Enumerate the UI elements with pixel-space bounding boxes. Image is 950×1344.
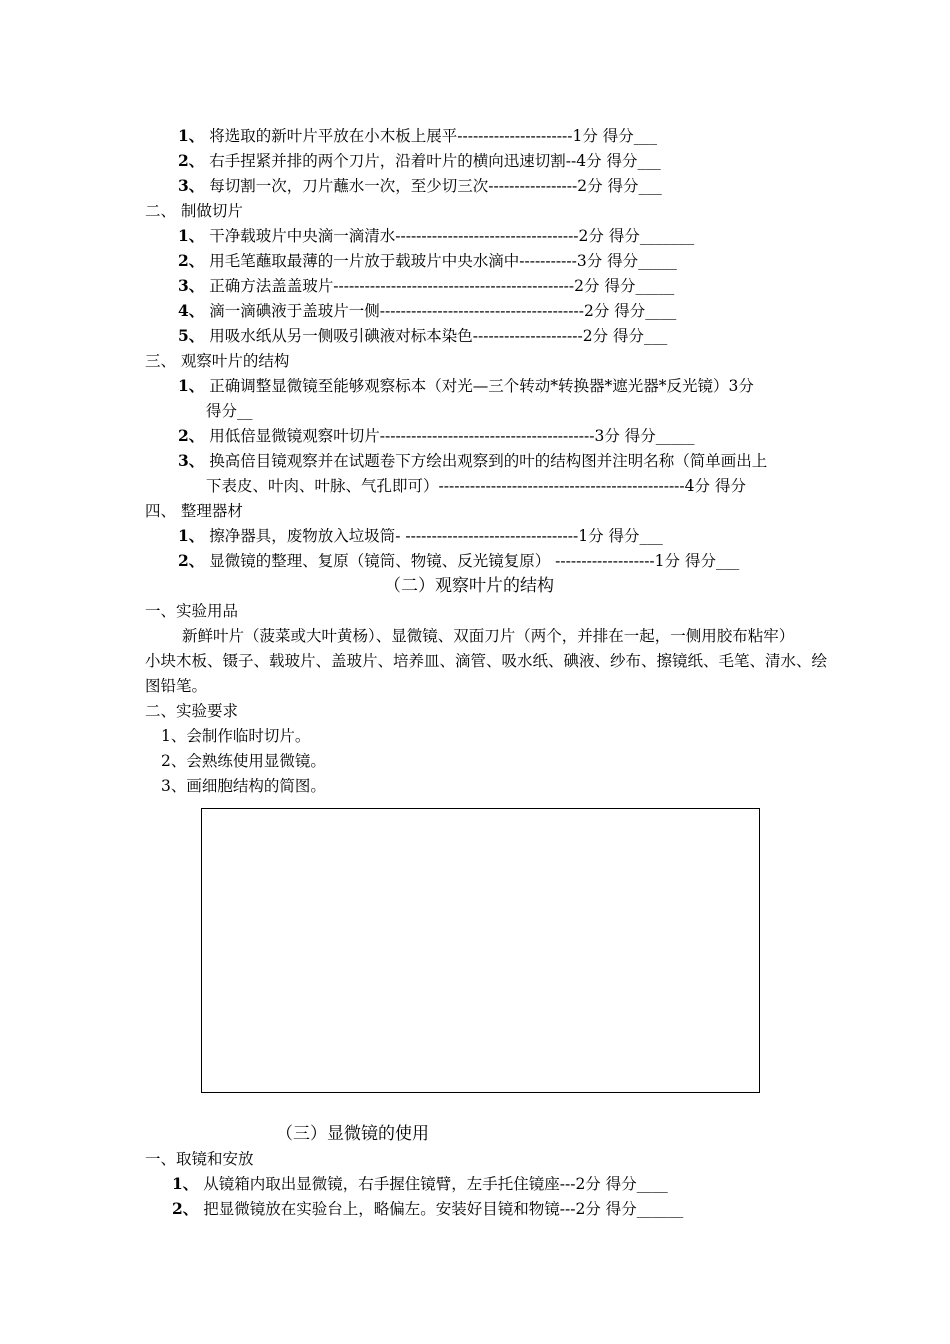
requirement-item: 3、画细胞结构的简图。 — [161, 777, 326, 795]
step-item — [178, 376, 754, 396]
step-number: 3、 — [178, 276, 205, 295]
requirement-item: 2、会熟练使用显微镜。 — [161, 752, 326, 770]
step-item — [178, 176, 662, 196]
step-text: 滴一滴碘液于盖玻片一侧---------------------------------------2分 得分____ — [209, 302, 677, 320]
step-text: 显微镜的整理、复原（镜筒、物镜、反光镜复原） -------------------1分 得分___ — [209, 552, 740, 570]
step-number: 5、 — [178, 326, 205, 345]
step-number: 2、 — [178, 551, 205, 570]
drawing-box — [201, 808, 760, 1093]
step-number: 1、 — [178, 376, 205, 395]
step-text: 正确方法盖盖玻片----------------------------------------------2分 得分_____ — [209, 277, 675, 295]
step-text: 用低倍显微镜观察叶切片-----------------------------------------3分 得分_____ — [209, 427, 695, 445]
step-number: 4、 — [178, 301, 205, 320]
step-continuation: 下表皮、叶肉、叶脉、气孔即可）-----------------------------------------------4分 得分 — [206, 477, 746, 495]
step-text: 右手捏紧并排的两个刀片，沿着叶片的横向迅速切割--4分 得分___ — [209, 152, 661, 170]
section-heading: 一、实验用品 — [145, 602, 239, 620]
step-number: 1、 — [178, 226, 205, 245]
step-number: 1、 — [178, 526, 205, 545]
materials-text: 小块木板、镊子、载玻片、盖玻片、培养皿、滴管、吸水纸、碘液、纱布、擦镜纸、毛笔、清水、绘 — [145, 652, 828, 670]
step-number: 1、 — [178, 126, 205, 145]
requirement-item: 1、会制作临时切片。 — [161, 727, 311, 745]
step-text: 从镜箱内取出显微镜，右手握住镜臂，左手托住镜座---2分 得分____ — [203, 1175, 668, 1193]
section-title: （二）观察叶片的结构 — [384, 576, 554, 596]
step-number: 2、 — [172, 1199, 199, 1218]
step-number: 2、 — [178, 251, 205, 270]
step-number: 2、 — [178, 426, 205, 445]
step-number: 2、 — [178, 151, 205, 170]
step-item — [178, 551, 739, 571]
step-item — [178, 326, 667, 346]
section-title: （三）显微镜的使用 — [276, 1124, 429, 1144]
section-heading: 三、 观察叶片的结构 — [145, 352, 290, 370]
step-item — [178, 451, 767, 471]
step-number: 3、 — [178, 176, 205, 195]
step-item — [178, 526, 663, 546]
step-item — [178, 251, 677, 271]
section-heading: 一、取镜和安放 — [145, 1150, 254, 1168]
step-text: 将选取的新叶片平放在小木板上展平----------------------1分 得分___ — [209, 127, 657, 145]
step-text: 用毛笔蘸取最薄的一片放于载玻片中央水滴中-----------3分 得分_____ — [209, 252, 677, 270]
step-text: 把显微镜放在实验台上，略偏左。安装好目镜和物镜---2分 得分______ — [203, 1200, 684, 1218]
step-item — [172, 1199, 683, 1219]
step-item — [178, 226, 694, 246]
materials-text: 图铅笔。 — [145, 677, 208, 695]
section-heading: 四、 整理器材 — [145, 502, 243, 520]
step-item — [178, 301, 676, 321]
step-continuation: 得分__ — [206, 402, 253, 420]
step-item — [178, 126, 657, 146]
section-heading: 二、实验要求 — [145, 702, 239, 720]
step-item — [178, 151, 661, 171]
step-text: 干净载玻片中央滴一滴清水-----------------------------------2分 得分_______ — [209, 227, 695, 245]
step-number: 1、 — [172, 1174, 199, 1193]
materials-text: 新鲜叶片（菠菜或大叶黄杨）、显微镜、双面刀片（两个，并排在一起，一侧用胶布粘牢） — [182, 627, 795, 645]
step-text: 每切割一次，刀片蘸水一次，至少切三次-----------------2分 得分___ — [209, 177, 662, 195]
step-item — [178, 276, 674, 296]
step-item — [178, 426, 695, 446]
step-number: 3、 — [178, 451, 205, 470]
section-heading: 二、 制做切片 — [145, 202, 243, 220]
step-text: 擦净器具，废物放入垃圾筒- ---------------------------------1分 得分___ — [209, 527, 663, 545]
step-item — [172, 1174, 668, 1194]
step-text: 换高倍目镜观察并在试题卷下方绘出观察到的叶的结构图并注明名称（简单画出上 — [209, 452, 768, 470]
step-text: 用吸水纸从另一侧吸引碘液对标本染色---------------------2分 得分___ — [209, 327, 668, 345]
step-text: 正确调整显微镜至能够观察标本（对光—三个转动*转换器*遮光器*反光镜）3分 — [209, 377, 754, 395]
